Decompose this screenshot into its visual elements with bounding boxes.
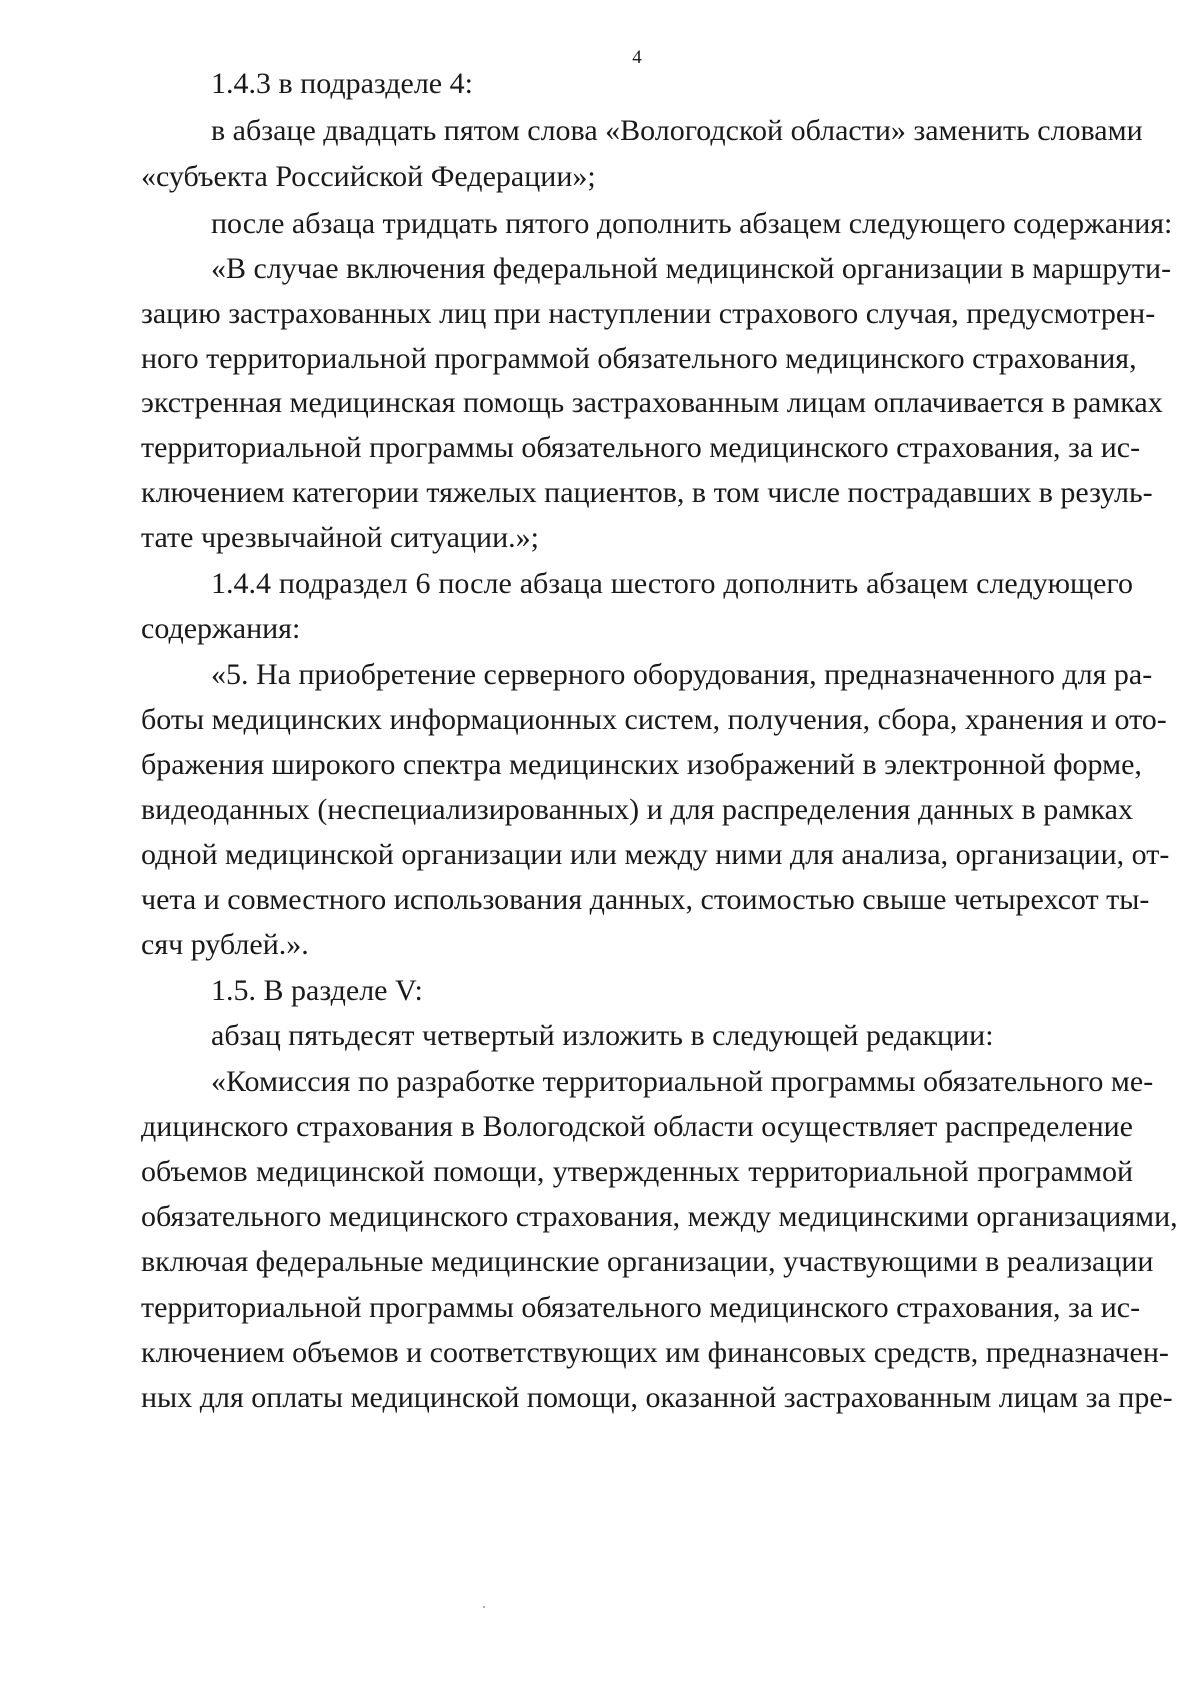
scan-speck — [483, 1606, 485, 1608]
paragraph-line: 1.5. В разделе V: — [211, 974, 423, 1007]
paragraph-line: боты медицинских информационных систем, получения, сбора, хранения и ото- — [141, 703, 1167, 736]
paragraph-line: «Комиссия по разработке территориальной программы обязательного ме- — [211, 1065, 1154, 1098]
paragraph-line: зацию застрахованных лиц при наступлении страхового случая, предусмотрен- — [141, 297, 1156, 330]
paragraph-line: абзац пятьдесят четвертый изложить в следующей редакции: — [211, 1019, 994, 1052]
page-number: 4 — [632, 47, 642, 68]
paragraph-line: в абзаце двадцать пятом слова «Вологодской области» заменить словами — [211, 114, 1143, 147]
paragraph-line: ключением объемов и соответствующих им финансовых средств, предназначен- — [141, 1336, 1169, 1369]
paragraph-line: экстренная медицинская помощь застрахованным лицам оплачивается в рамках — [141, 386, 1163, 419]
paragraph-line: 1.4.3 в подразделе 4: — [211, 67, 473, 100]
paragraph-line: тате чрезвычайной ситуации.»; — [141, 521, 539, 554]
paragraph-line: «В случае включения федеральной медицинской организации в маршрути- — [211, 252, 1172, 285]
paragraph-line: «субъекта Российской Федерации»; — [141, 160, 596, 193]
paragraph-line: видеоданных (неспециализированных) и для распределения данных в рамках — [141, 793, 1133, 826]
paragraph-line: территориальной программы обязательного медицинского страхования, за ис- — [141, 431, 1141, 464]
paragraph-line: содержания: — [141, 612, 301, 645]
paragraph-line: ных для оплаты медицинской помощи, оказанной застрахованным лицам за пре- — [141, 1381, 1173, 1414]
paragraph-line: чета и совместного использования данных, стоимостью свыше четырехсот ты- — [141, 883, 1150, 916]
paragraph-line: бражения широкого спектра медицинских изображений в электронной форме, — [141, 748, 1142, 781]
paragraph-line: одной медицинской организации или между ними для анализа, организации, от- — [141, 838, 1170, 871]
paragraph-line: «5. На приобретение серверного оборудования, предназначенного для ра- — [211, 658, 1153, 691]
paragraph-line: после абзаца тридцать пятого дополнить абзацем следующего содержания: — [211, 207, 1173, 240]
paragraph-line: территориальной программы обязательного медицинского страхования, за ис- — [141, 1291, 1141, 1324]
paragraph-line: обязательного медицинского страхования, между медицинскими организациями, — [141, 1200, 1178, 1233]
paragraph-line: дицинского страхования в Вологодской области осуществляет распределение — [141, 1110, 1133, 1143]
paragraph-line: сяч рублей.». — [141, 928, 309, 961]
paragraph-line: ного территориальной программой обязательного медицинского страхования, — [141, 342, 1137, 375]
paragraph-line: объемов медицинской помощи, утвержденных территориальной программой — [141, 1155, 1133, 1188]
paragraph-line: ключением категории тяжелых пациентов, в том числе пострадавших в резуль- — [141, 476, 1153, 509]
paragraph-line: включая федеральные медицинские организации, участвующими в реализации — [141, 1245, 1154, 1278]
paragraph-line: 1.4.4 подраздел 6 после абзаца шестого дополнить абзацем следующего — [211, 567, 1133, 600]
